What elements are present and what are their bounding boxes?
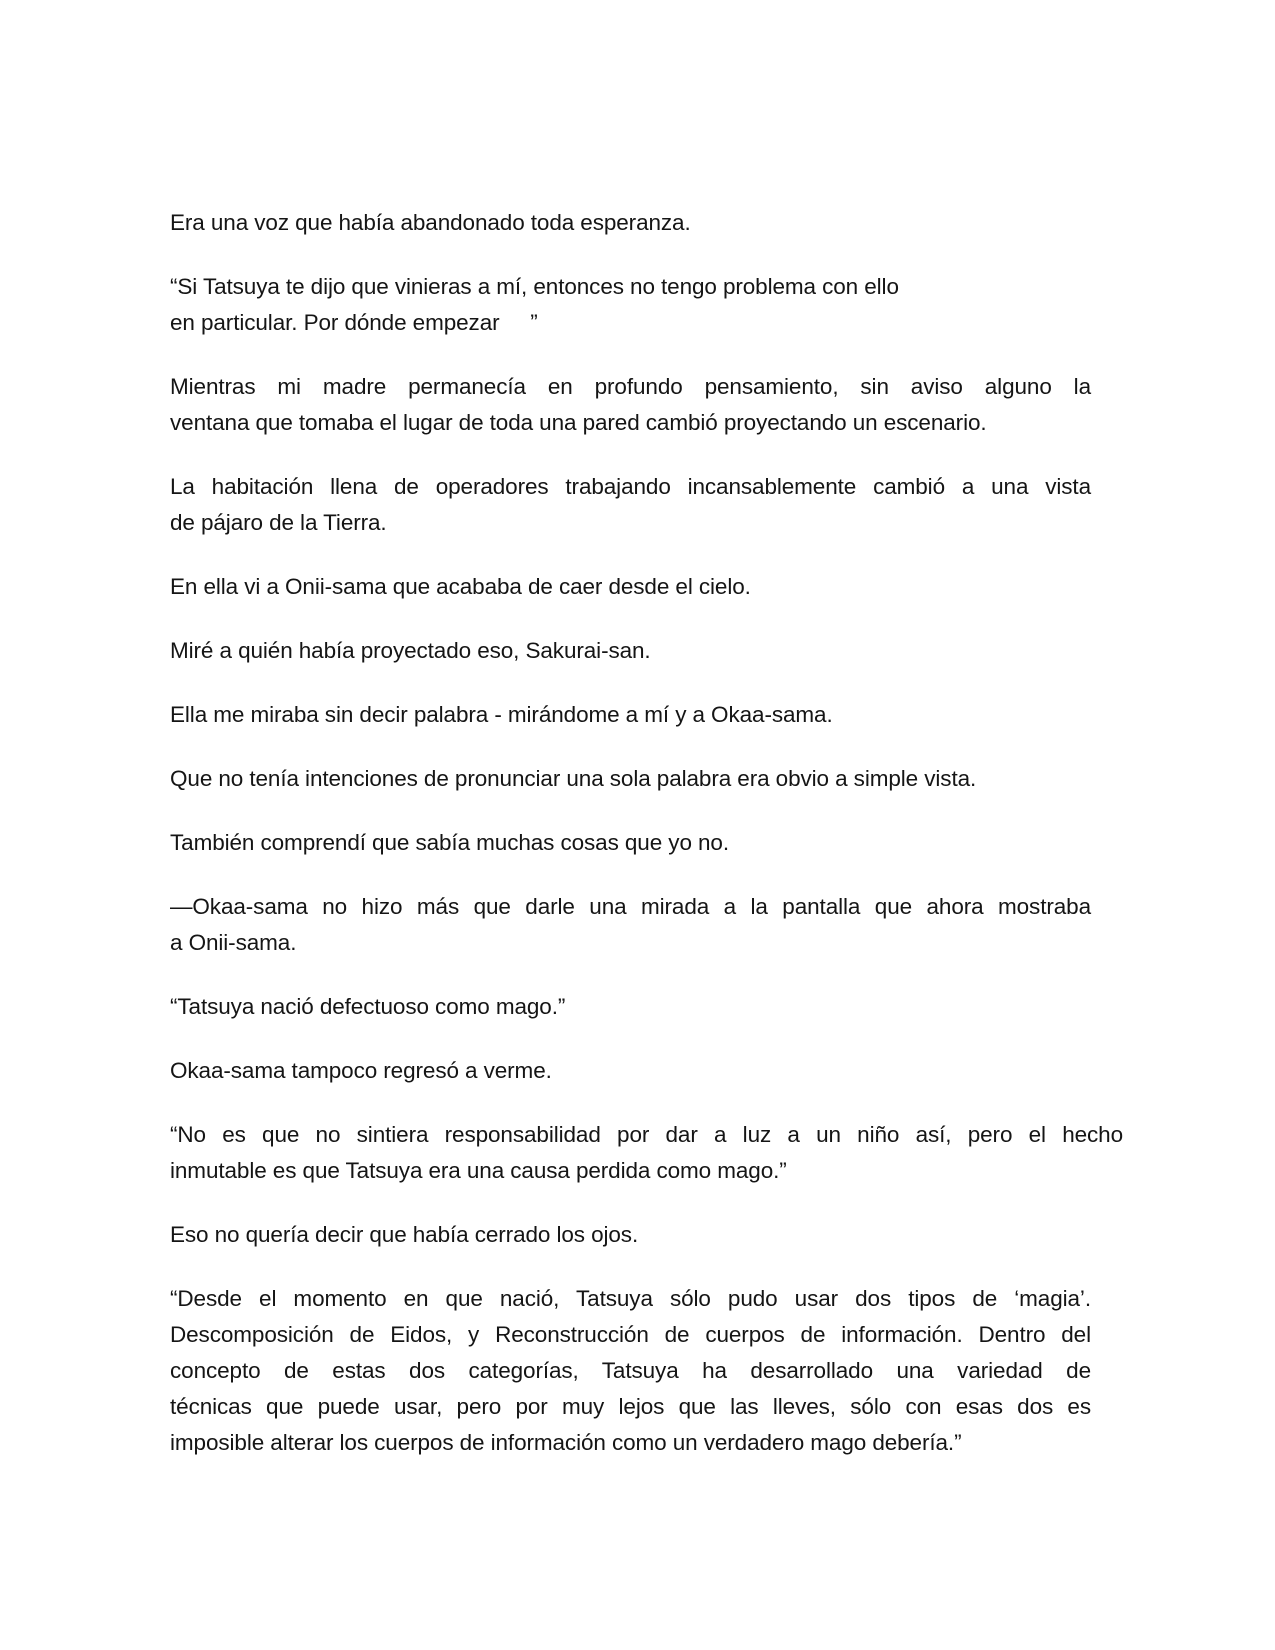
- paragraph-9: También comprendí que sabía muchas cosas que yo no.: [170, 830, 729, 855]
- text-line: en particular. Por dónde empezar ”: [170, 310, 538, 335]
- text-line: “Si Tatsuya te dijo que vinieras a mí, entonces no tengo problema con ello: [170, 274, 899, 299]
- paragraph-11: “Tatsuya nació defectuoso como mago.”: [170, 994, 566, 1019]
- text-line: imposible alterar los cuerpos de información como un verdadero mago debería.”: [170, 1430, 962, 1455]
- text-line: de pájaro de la Tierra.: [170, 510, 387, 535]
- text-content: [170, 205, 1123, 1489]
- paragraph-6: Miré a quién había proyectado eso, Sakurai-san.: [170, 638, 651, 663]
- paragraph-15: [170, 1281, 1091, 1461]
- text-line: La habitación llena de operadores trabajando incansablemente cambió a una vista: [170, 474, 1091, 499]
- paragraph-14: Eso no quería decir que había cerrado los ojos.: [170, 1222, 639, 1247]
- paragraph-4: [170, 469, 1091, 541]
- text-line: Descomposición de Eidos, y Reconstrucción de cuerpos de información. Dentro del: [170, 1322, 1091, 1347]
- text-line: ventana que tomaba el lugar de toda una pared cambió proyectando un escenario.: [170, 410, 987, 435]
- text-line: a Onii-sama.: [170, 930, 297, 955]
- text-line: concepto de estas dos categorías, Tatsuya ha desarrollado una variedad de: [170, 1358, 1091, 1383]
- paragraph-7: Ella me miraba sin decir palabra - mirándome a mí y a Okaa-sama.: [170, 702, 833, 727]
- text-line: “No es que no sintiera responsabilidad por dar a luz a un niño así, pero el hecho: [170, 1122, 1123, 1147]
- paragraph-12: Okaa-sama tampoco regresó a verme.: [170, 1058, 552, 1083]
- text-line: “Desde el momento en que nació, Tatsuya sólo pudo usar dos tipos de ‘magia’.: [170, 1286, 1091, 1311]
- text-line: Mientras mi madre permanecía en profundo pensamiento, sin aviso alguno la: [170, 374, 1091, 399]
- paragraph-8: Que no tenía intenciones de pronunciar una sola palabra era obvio a simple vista.: [170, 766, 977, 791]
- paragraph-3: [170, 369, 1091, 441]
- paragraph-1: Era una voz que había abandonado toda esperanza.: [170, 210, 691, 235]
- paragraph-2: [170, 269, 1091, 341]
- paragraph-5: En ella vi a Onii-sama que acababa de caer desde el cielo.: [170, 574, 751, 599]
- text-line: técnicas que puede usar, pero por muy lejos que las lleves, sólo con esas dos es: [170, 1394, 1091, 1419]
- paragraph-13: [170, 1117, 1123, 1189]
- text-line: —Okaa-sama no hizo más que darle una mirada a la pantalla que ahora mostraba: [170, 894, 1091, 919]
- paragraph-10: [170, 889, 1091, 961]
- text-line: inmutable es que Tatsuya era una causa perdida como mago.”: [170, 1158, 787, 1183]
